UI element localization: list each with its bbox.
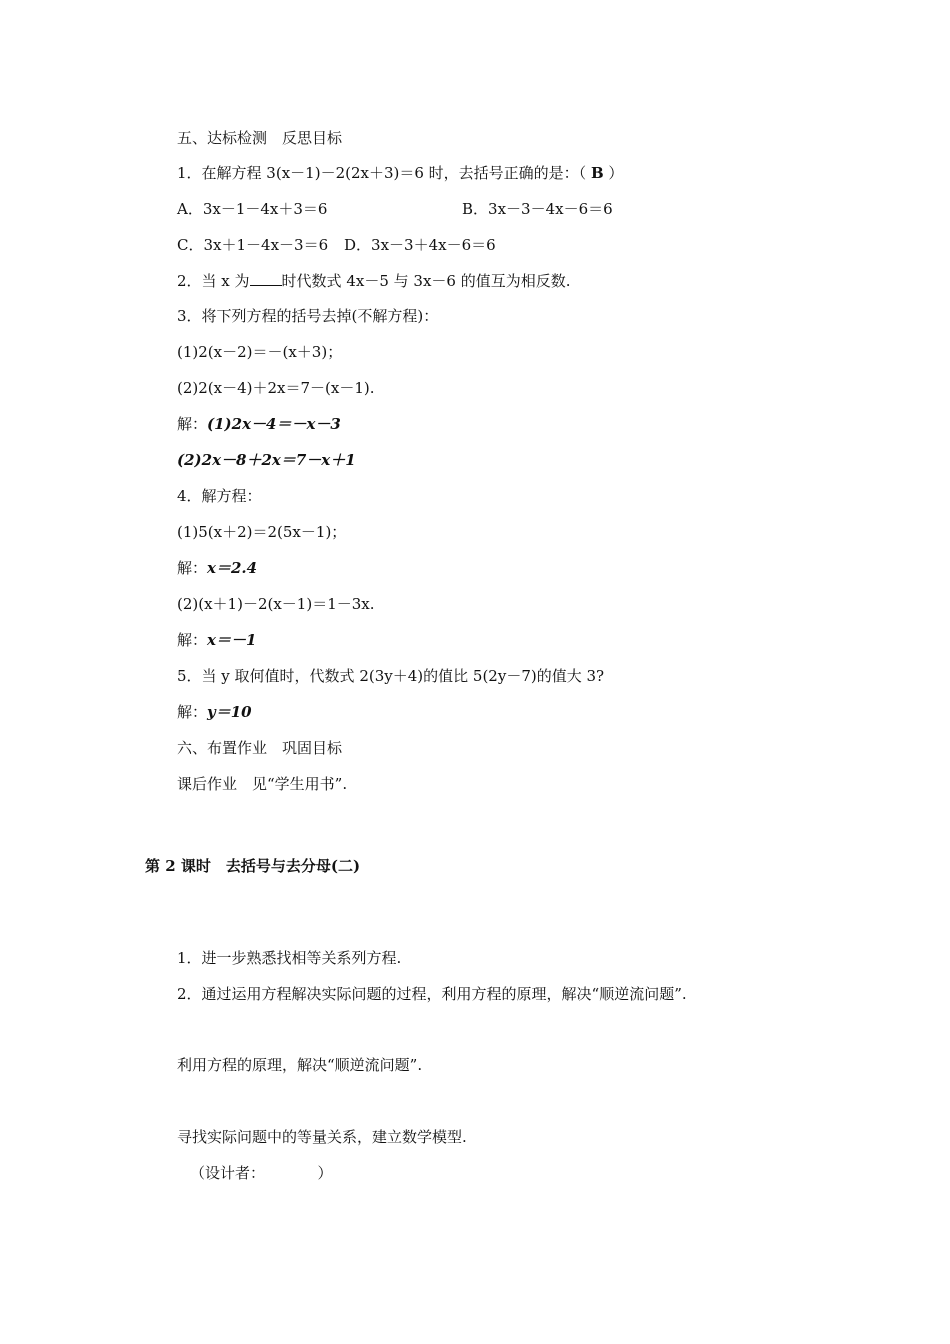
lesson-2-designer: （设计者： ） (190, 1164, 333, 1182)
question-2-text-end: 时代数式 4x－5 与 3x－6 的值互为相反数. (281, 272, 571, 290)
question-5-solution (177, 702, 252, 722)
question-1-stem: 1．在解方程 3(x－1)－2(2x＋3)＝6 时，去括号正确的是：（ (177, 164, 591, 182)
lesson-2-title: 第 2 课时 去括号与去分母(二) (145, 857, 361, 875)
solution-label: 解： (177, 703, 208, 721)
question-4-equation-2: (2)(x＋1)－2(x－1)＝1－3x. (177, 595, 375, 613)
question-1-option-c: C．3x＋1－4x－3＝6 (177, 236, 329, 254)
lesson-2-goal-2: 2．通过运用方程解决实际问题的过程，利用方程的原理，解决“顺逆流问题”. (177, 985, 687, 1003)
section5-heading: 五、达标检测 反思目标 (177, 129, 343, 147)
lesson-2-difficulty: 寻找实际问题中的等量关系，建立数学模型. (177, 1128, 467, 1146)
lesson-2-goal-1: 1．进一步熟悉找相等关系列方程. (177, 949, 402, 967)
question-1-option-a: A．3x－1－4x＋3＝6 (177, 200, 328, 218)
answer-blank (250, 271, 282, 286)
section6-heading: 六、布置作业 巩固目标 (177, 739, 343, 757)
question-5-stem: 5．当 y 取何值时，代数式 2(3y＋4)的值比 5(2y－7)的值大 3? (177, 667, 605, 685)
question-2-text-start: 2．当 x 为 (177, 272, 250, 290)
section6-homework: 课后作业 见“学生用书”. (177, 775, 348, 793)
question-3-stem: 3．将下列方程的括号去掉(不解方程)： (177, 307, 439, 325)
question-1-answer: B (590, 164, 604, 182)
solution-label: 解： (177, 631, 208, 649)
lesson-2-key-point: 利用方程的原理，解决“顺逆流问题”. (177, 1056, 423, 1074)
solution-answer: y＝10 (207, 703, 252, 721)
question-4-solution-2 (177, 630, 256, 650)
question-3-solution-1 (177, 414, 341, 434)
solution-label: 解： (177, 415, 208, 433)
solution-answer: x＝2.4 (207, 559, 258, 577)
question-4-equation-1: (1)5(x＋2)＝2(5x－1)； (177, 523, 347, 541)
question-4-stem: 4．解方程： (177, 487, 262, 505)
question-1-option-d: D．3x－3＋4x－6＝6 (344, 236, 496, 254)
question-1-option-b: B．3x－3－4x－6＝6 (462, 200, 613, 218)
solution-label: 解： (177, 559, 208, 577)
question-3-solution-2: (2)2x－8＋2x＝7－x＋1 (177, 451, 356, 469)
question-3-equation-2: (2)2(x－4)＋2x＝7－(x－1). (177, 379, 375, 397)
question-2 (177, 271, 570, 291)
question-1-stem-end: ） (603, 164, 624, 182)
question-1 (177, 163, 623, 183)
solution-answer: x＝－1 (207, 631, 257, 649)
question-4-solution-1 (177, 558, 257, 578)
question-3-equation-1: (1)2(x－2)＝－(x＋3)； (177, 343, 343, 361)
solution-answer: (1)2x－4＝－x－3 (207, 415, 341, 433)
